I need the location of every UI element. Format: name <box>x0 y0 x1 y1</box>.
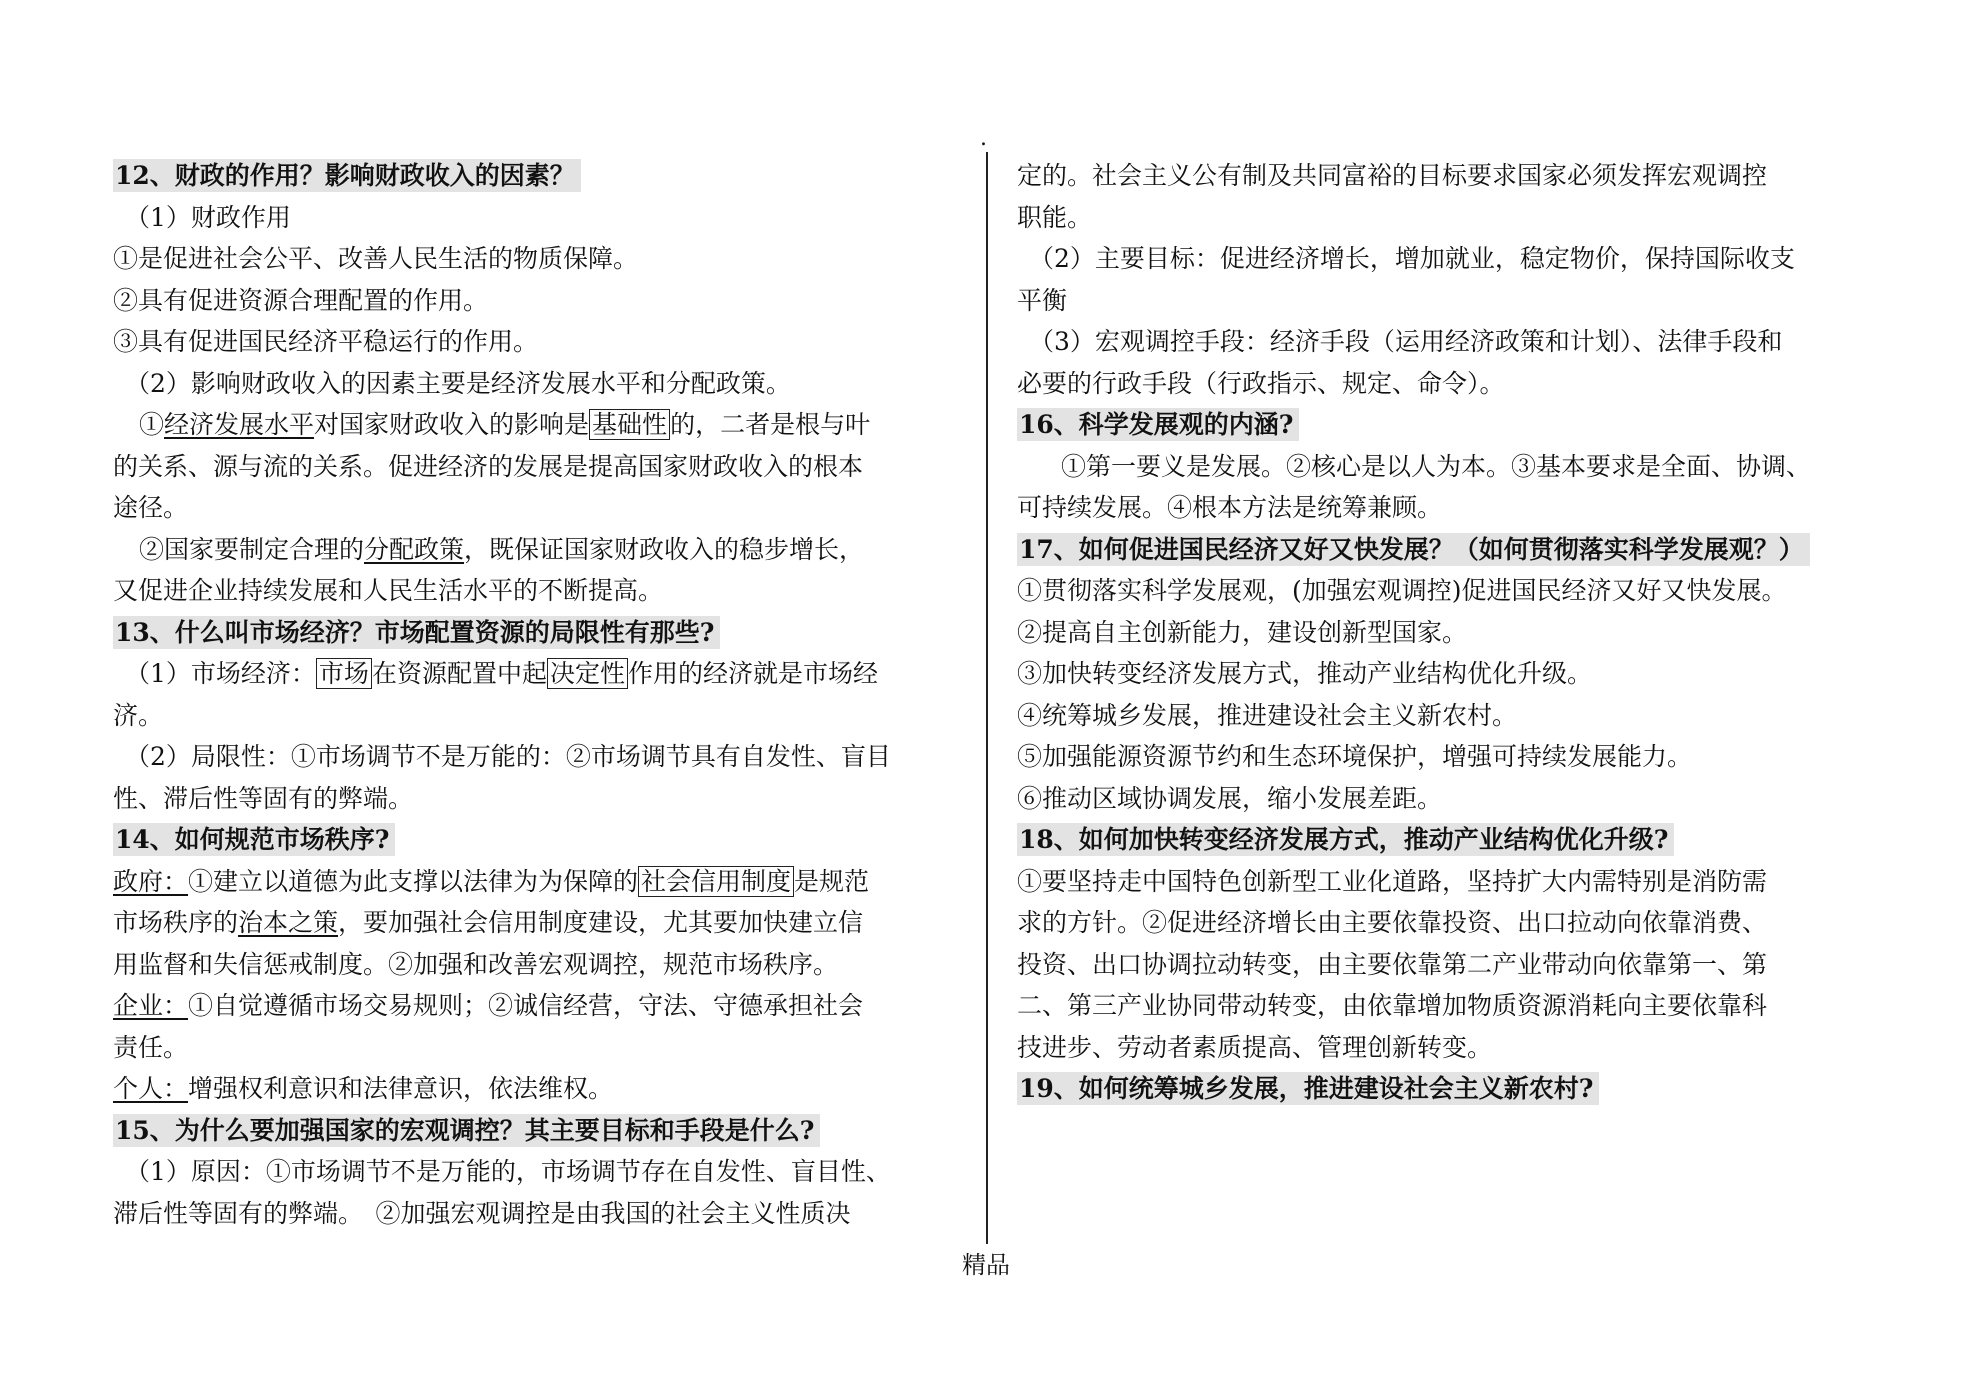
q14-line-2-b: ，要加强社会信用制度建设，尤其要加快建立信 <box>338 908 864 937</box>
q18-line-3: 投资、出口协调拉动转变，由主要依靠第二产业带动向依靠第一、第 <box>1017 949 1768 979</box>
q15-line-1: （1）原因：①市场调节不是万能的，市场调节存在自发性、盲目性、 <box>125 1157 891 1186</box>
q15-line-2: 滞后性等固有的弊端。 ②加强宏观调控是由我国的社会主义性质决 <box>113 1198 851 1228</box>
question-13-title: 13、什么叫市场经济？市场配置资源的局限性有那些? <box>113 616 720 649</box>
q14-line-2 <box>113 902 963 944</box>
q12-line-6-a: ① <box>139 410 165 439</box>
q15-cont-line-1: 定的。社会主义公有制及共同富裕的目标要求国家必须发挥宏观调控 <box>1017 161 1768 190</box>
q17-line-3: ③加快转变经济发展方式，推动产业结构优化升级。 <box>1017 659 1593 688</box>
q13-line-1 <box>113 653 963 695</box>
q13-line-3: （2）局限性：①市场调节不是万能的：②市场调节具有自发性、盲目 <box>125 742 891 771</box>
left-column <box>113 155 963 1234</box>
q12-underlined-term: 经济发展水平 <box>164 410 315 439</box>
q16-line-1: ①第一要义是发展。②核心是以人为本。③基本要求是全面、协调、 <box>1061 451 1812 481</box>
q12-line-6-b: 对国家财政收入的影响是 <box>314 410 590 439</box>
page-footer: 精品 <box>962 1251 1010 1279</box>
q16-line-2: 可持续发展。④根本方法是统筹兼顾。 <box>1017 493 1443 522</box>
column-divider <box>986 152 988 1244</box>
q18-line-2: 求的方针。②促进经济增长由主要依靠投资、出口拉动向依靠消费、 <box>1017 908 1768 937</box>
q13-line-1-b: 在资源配置中起 <box>371 659 547 688</box>
q17-line-1: ①贯彻落实科学发展观，(加强宏观调控)促进国民经济又好又快发展。 <box>1017 576 1787 605</box>
q15-cont-line-6: 必要的行政手段（行政指示、规定、命令）。 <box>1017 368 1505 398</box>
q14-line-4-a: ①自觉遵循市场交易规则；②诚信经营，守法、守德承担社会 <box>188 991 864 1020</box>
question-17-heading <box>1017 529 1867 571</box>
q12-line-9-a: ②国家要制定合理的 <box>139 534 365 564</box>
q14-line-1-b: 是规范 <box>794 866 870 896</box>
question-15-title: 15、为什么要加强国家的宏观调控？其主要目标和手段是什么? <box>113 1114 820 1147</box>
q12-line-10: 又促进企业持续发展和人民生活水平的不断提高。 <box>113 576 664 605</box>
q13-boxed-decisive: 决定性 <box>547 658 628 689</box>
q14-boxed-credit-system: 社会信用制度 <box>638 866 794 897</box>
q14-line-5: 责任。 <box>113 1032 189 1062</box>
q14-underlined-policy: 治本之策 <box>238 908 339 937</box>
q12-line-7: 的关系、源与流的关系。促进经济的发展是提高国家财政收入的根本 <box>113 451 864 481</box>
question-15-heading <box>113 1110 963 1152</box>
q14-line-2-a: 市场秩序的 <box>113 908 239 937</box>
q13-line-4: 性、滞后性等固有的弊端。 <box>113 783 414 813</box>
q18-line-5: 技进步、劳动者素质提高、管理创新转变。 <box>1017 1032 1493 1062</box>
q17-line-5: ⑤加强能源资源节约和生态环境保护，增强可持续发展能力。 <box>1017 742 1693 771</box>
q18-line-4: 二、第三产业协同带动转变，由依靠增加物质资源消耗向主要依靠科 <box>1017 991 1768 1020</box>
q14-enterprise-label: 企业： <box>113 991 189 1020</box>
question-18-heading <box>1017 819 1867 861</box>
q12-line-5: （2）影响财政收入的因素主要是经济发展水平和分配政策。 <box>125 368 791 398</box>
q14-line-1-a: ①建立以道德为此支撑以法律为为保障的 <box>188 866 639 896</box>
question-14-heading <box>113 819 963 861</box>
q12-underlined-policy: 分配政策 <box>364 534 465 564</box>
q18-line-1: ①要坚持走中国特色创新型工业化道路，坚持扩大内需特别是消防需 <box>1017 866 1768 896</box>
q14-line-6-a: 增强权利意识和法律意识，依法维权。 <box>188 1074 614 1103</box>
q17-line-4: ④统筹城乡发展，推进建设社会主义新农村。 <box>1017 700 1518 730</box>
q17-line-6: ⑥推动区域协调发展，缩小发展差距。 <box>1017 783 1443 813</box>
page-dot: . <box>980 126 987 151</box>
q12-line-6 <box>113 404 963 446</box>
question-14-title: 14、如何规范市场秩序? <box>113 823 395 856</box>
q14-line-4 <box>113 985 963 1027</box>
q17-line-2: ②提高自主创新能力，建设创新型国家。 <box>1017 617 1468 647</box>
q12-line-9-b: ，既保证国家财政收入的稳步增长， <box>464 534 865 564</box>
q12-line-2: ①是促进社会公平、改善人民生活的物质保障。 <box>113 244 639 273</box>
q13-boxed-market: 市场 <box>316 658 372 689</box>
q14-line-6 <box>113 1068 963 1110</box>
question-16-title: 16、科学发展观的内涵? <box>1017 408 1299 441</box>
q14-line-1 <box>113 861 963 903</box>
question-19-heading <box>1017 1068 1867 1110</box>
q12-line-8: 途径。 <box>113 493 189 522</box>
q13-line-1-a: （1）市场经济： <box>125 659 316 688</box>
q13-line-2: 济。 <box>113 700 164 730</box>
q14-individual-label: 个人： <box>113 1074 189 1103</box>
q12-line-9 <box>113 529 963 571</box>
q12-line-1: （1）财政作用 <box>125 202 291 232</box>
q12-boxed-term: 基础性 <box>589 409 670 440</box>
right-column <box>1017 155 1867 1110</box>
question-12-heading <box>113 155 963 197</box>
q14-government-label: 政府： <box>113 866 189 896</box>
q12-line-3: ②具有促进资源合理配置的作用。 <box>113 285 489 315</box>
q12-line-6-c: 的，二者是根与叶 <box>670 410 871 439</box>
q13-line-1-c: 作用的经济就是市场经 <box>627 659 878 688</box>
q12-line-4: ③具有促进国民经济平稳运行的作用。 <box>113 327 539 356</box>
q15-cont-line-3: （2）主要目标：促进经济增长，增加就业，稳定物价，保持国际收支 <box>1029 244 1795 273</box>
question-12-title: 12、财政的作用？影响财政收入的因素？ <box>113 159 581 192</box>
question-18-title: 18、如何加快转变经济发展方式，推动产业结构优化升级? <box>1017 823 1674 856</box>
q15-cont-line-2: 职能。 <box>1017 202 1093 232</box>
question-17-title: 17、如何促进国民经济又好又快发展？（如何贯彻落实科学发展观？） <box>1017 533 1810 566</box>
question-13-heading <box>113 612 963 654</box>
q14-line-3: 用监督和失信惩戒制度。②加强和改善宏观调控，规范市场秩序。 <box>113 949 839 979</box>
q15-cont-line-5: （3）宏观调控手段：经济手段（运用经济政策和计划）、法律手段和 <box>1029 327 1783 356</box>
question-19-title: 19、如何统筹城乡发展，推进建设社会主义新农村? <box>1017 1072 1599 1105</box>
q15-cont-line-4: 平衡 <box>1017 285 1068 315</box>
question-16-heading <box>1017 404 1867 446</box>
